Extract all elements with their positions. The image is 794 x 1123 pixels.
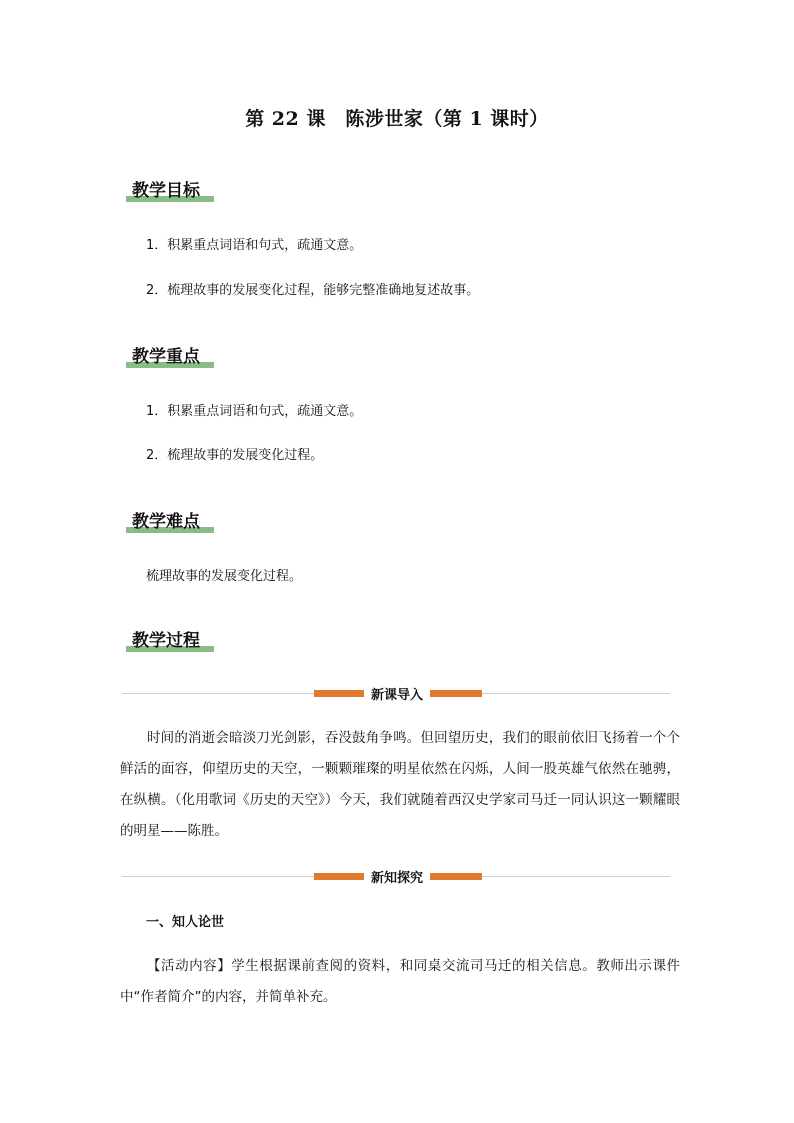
key-point-item-1: 1．积累重点词语和句式，疏通文意。: [146, 404, 363, 419]
divider-accent-right: [430, 690, 482, 697]
page-title: 第 22 课 陈涉世家（第 1 课时）: [245, 108, 549, 130]
section-heading-process: [128, 626, 200, 651]
section-heading-text: 教学重点: [132, 347, 200, 367]
divider-intro: [122, 686, 670, 703]
divider-label: 新课导入: [364, 684, 430, 703]
activity-paragraph: 【活动内容】学生根据课前查阅的资料，和同桌交流司马迁的相关信息。教师出示课件中“作者简介”的内容，并简单补充。: [120, 958, 680, 1005]
divider-accent-right: [430, 873, 482, 880]
goal-item-1: 1．积累重点词语和句式，疏通文意。: [146, 238, 363, 253]
intro-paragraph: 时间的消逝会暗淡刀光剑影，吞没鼓角争鸣。但回望历史，我们的眼前依旧飞扬着一个个鲜活的面容，仰望历史的天空，一颗颗璀璨的明星依然在闪烁，人间一股英雄气依然在驰骋，在纵横。（化用歌词《历史的天空》）今天，我们就随着西汉史学家司马迁一同认识这一颗耀眼的明星——陈胜。: [120, 730, 680, 839]
subheading-know-author: 一、知人论世: [146, 915, 225, 930]
key-point-item-2: 2．梳理故事的发展变化过程。: [146, 448, 324, 463]
section-heading-key-points: [128, 342, 200, 367]
divider-accent-left: [314, 690, 364, 697]
goal-item-2: 2．梳理故事的发展变化过程，能够完整准确地复述故事。: [146, 283, 480, 298]
section-heading-text: 教学难点: [132, 512, 200, 532]
section-heading-difficulties: [128, 507, 200, 532]
divider-explore: [122, 869, 670, 886]
divider-label: 新知探究: [364, 867, 430, 886]
section-heading-goals: [128, 176, 200, 201]
divider-accent-left: [314, 873, 364, 880]
section-heading-text: 教学过程: [132, 631, 200, 651]
section-heading-text: 教学目标: [132, 181, 200, 201]
difficulty-text: 梳理故事的发展变化过程。: [146, 569, 303, 584]
